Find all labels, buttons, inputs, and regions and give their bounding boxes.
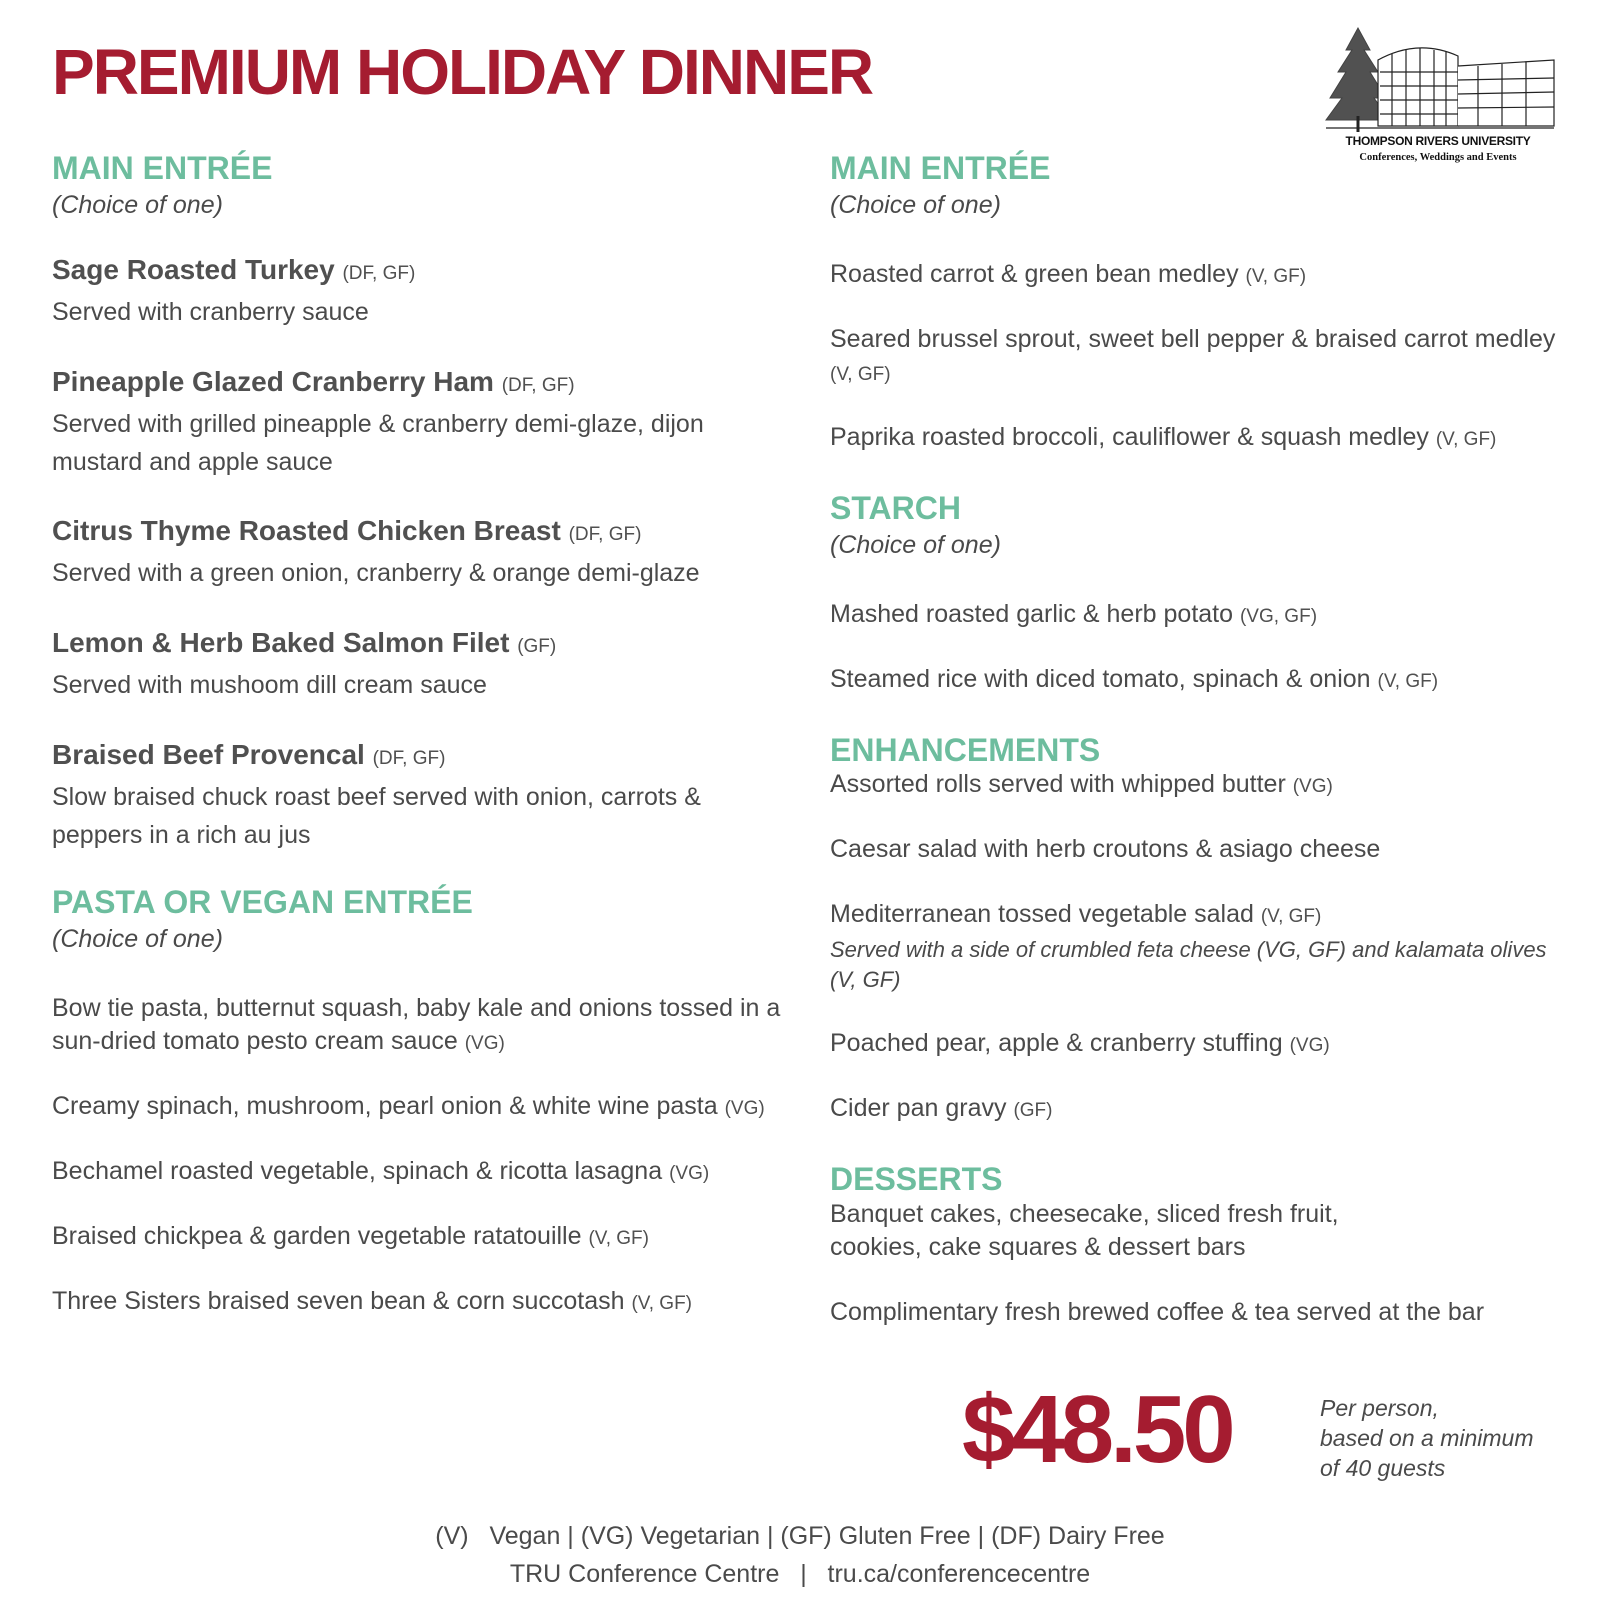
starch-item-text: Mashed roasted garlic & herb potato: [830, 599, 1234, 628]
pasta-item-text: Bow tie pasta, butternut squash, baby kale and onions tossed in a sun-dried tomato pesto cream sauce: [52, 994, 781, 1056]
pasta-item: [52, 1285, 792, 1318]
logo-subtitle: Conferences, Weddings and Events: [1359, 152, 1517, 163]
logo-name: THOMPSON RIVERS UNIVERSITY: [1345, 134, 1531, 148]
enhancement-item-text: Caesar salad with herb croutons & asiago cheese: [830, 835, 1381, 864]
starch-item: [830, 598, 1570, 631]
pasta-item-text: Braised chickpea & garden vegetable ratatouille: [52, 1222, 582, 1251]
dietary-tags: (V, GF): [1245, 265, 1307, 287]
dietary-tags: (V, GF): [631, 1293, 693, 1315]
dietary-tags: (VG): [1292, 776, 1333, 798]
starch-item: [830, 663, 1570, 696]
vegetable-heading: MAIN ENTRÉE: [830, 150, 1051, 186]
vegetable-item: [830, 258, 1570, 291]
pasta-heading: PASTA OR VEGAN ENTRÉE: [52, 884, 473, 921]
dessert-item: Complimentary fresh brewed coffee & tea served at the bar: [830, 1297, 1485, 1326]
entree-description: Served with grilled pineapple & cranberry demi-glaze, dijon mustard and apple sauce: [52, 410, 704, 476]
dietary-tags: (GF): [517, 635, 557, 657]
dietary-tags: (VG): [464, 1033, 505, 1055]
contact-line: TRU Conference Centre | tru.ca/conferencecentre: [509, 1560, 1091, 1588]
entree-description: Slow braised chuck roast beef served with onion, carrots & peppers in a rich au jus: [52, 783, 701, 849]
dietary-legend: (V) Vegan | (VG) Vegetarian | (GF) Gluten Free | (DF) Dairy Free: [435, 1522, 1165, 1550]
pasta-item-text: Creamy spinach, mushroom, pearl onion & white wine pasta: [52, 1092, 718, 1121]
pasta-item-text: Bechamel roasted vegetable, spinach & ricotta lasagna: [52, 1157, 663, 1186]
entree-description: Served with cranberry sauce: [52, 298, 369, 327]
enhancement-item-text: Cider pan gravy: [830, 1093, 1007, 1122]
price-note-line: based on a minimum: [1320, 1424, 1534, 1451]
entree-name: Sage Roasted Turkey: [52, 253, 335, 285]
dietary-tags: (V, GF): [1435, 428, 1497, 450]
price-note-line: Per person,: [1320, 1395, 1439, 1421]
dietary-tags: (GF): [1013, 1099, 1053, 1121]
dietary-tags: (V, GF): [1260, 906, 1322, 928]
entree-item: [52, 364, 792, 481]
enhancement-item-text: Mediterranean tossed vegetable salad: [830, 900, 1254, 929]
vegetable-item: [830, 421, 1570, 454]
entree-item: [52, 625, 792, 705]
starch-note: (Choice of one): [830, 530, 1001, 559]
dietary-tags: (DF, GF): [372, 747, 446, 769]
pasta-item-text: Three Sisters braised seven bean & corn succotash: [52, 1287, 625, 1316]
starch-heading: STARCH: [830, 489, 961, 526]
vegetable-item-text: Seared brussel sprout, sweet bell pepper & braised carrot medley: [830, 324, 1556, 353]
right-column: [830, 150, 1570, 1329]
enhancement-item: [830, 833, 1570, 866]
dietary-tags: (V, GF): [588, 1228, 649, 1250]
dietary-tags: (VG, GF): [1239, 605, 1318, 627]
vegetable-item-text: Roasted carrot & green bean medley: [830, 259, 1239, 288]
entree-item: [52, 737, 792, 854]
dietary-tags: (V, GF): [830, 363, 891, 385]
building-tree-icon: [1318, 20, 1558, 132]
entree-name: Pineapple Glazed Cranberry Ham: [52, 365, 494, 397]
dietary-tags: (DF, GF): [501, 374, 575, 396]
pasta-item: [52, 1220, 792, 1253]
entree-description: Served with mushoom dill cream sauce: [52, 671, 487, 700]
left-column: [52, 150, 792, 1318]
tru-logo: [1318, 20, 1558, 170]
enhancement-item: [830, 1027, 1570, 1060]
entree-item: [52, 252, 792, 332]
entree-item: [52, 513, 792, 593]
vegetable-note: (Choice of one): [830, 190, 1001, 219]
entree-description: Served with a green onion, cranberry & orange demi-glaze: [52, 559, 700, 588]
dietary-tags: (DF, GF): [568, 524, 642, 546]
enhancement-subnote: Served with a side of crumbled feta cheese (VG, GF) and kalamata olives (V, GF): [830, 937, 1547, 993]
pasta-note: (Choice of one): [52, 925, 223, 954]
dietary-tags: (DF, GF): [342, 262, 416, 284]
dietary-tags: (VG): [1289, 1034, 1330, 1056]
main-entree-note: (Choice of one): [52, 190, 223, 219]
price-block: [962, 1376, 1232, 1483]
menu-title: PREMIUM HOLIDAY DINNER: [52, 36, 873, 108]
dessert-item: Banquet cakes, cheesecake, sliced fresh fruit, cookies, cake squares & dessert bars: [830, 1199, 1339, 1261]
entree-name: Braised Beef Provencal: [52, 738, 365, 770]
pasta-item: [52, 1155, 792, 1188]
dietary-tags: (V, GF): [1377, 670, 1439, 692]
entree-name: Lemon & Herb Baked Salmon Filet: [52, 626, 510, 658]
pasta-item: [52, 992, 792, 1058]
entree-name: Citrus Thyme Roasted Chicken Breast: [52, 515, 561, 547]
vegetable-item: [830, 323, 1570, 389]
starch-item-text: Steamed rice with diced tomato, spinach & onion: [830, 664, 1371, 693]
desserts-heading: DESSERTS: [830, 1160, 1003, 1197]
enhancement-item: [830, 1092, 1570, 1125]
vegetable-item-text: Paprika roasted broccoli, cauliflower & squash medley: [830, 422, 1429, 451]
main-entree-heading: MAIN ENTRÉE: [52, 150, 273, 186]
price-amount: $48.50: [962, 1376, 1232, 1483]
price-note-line: of 40 guests: [1320, 1454, 1446, 1481]
price-note: [1320, 1394, 1534, 1484]
dietary-tags: (VG): [669, 1163, 710, 1185]
dietary-tags: (VG): [724, 1098, 765, 1120]
enhancement-item-text: Poached pear, apple & cranberry stuffing: [830, 1028, 1283, 1057]
enhancement-item-text: Assorted rolls served with whipped butter: [830, 770, 1286, 799]
enhancement-item: [830, 898, 1570, 931]
enhancement-item: [830, 768, 1570, 801]
enhancements-heading: ENHANCEMENTS: [830, 731, 1101, 768]
pasta-item: [52, 1090, 792, 1123]
